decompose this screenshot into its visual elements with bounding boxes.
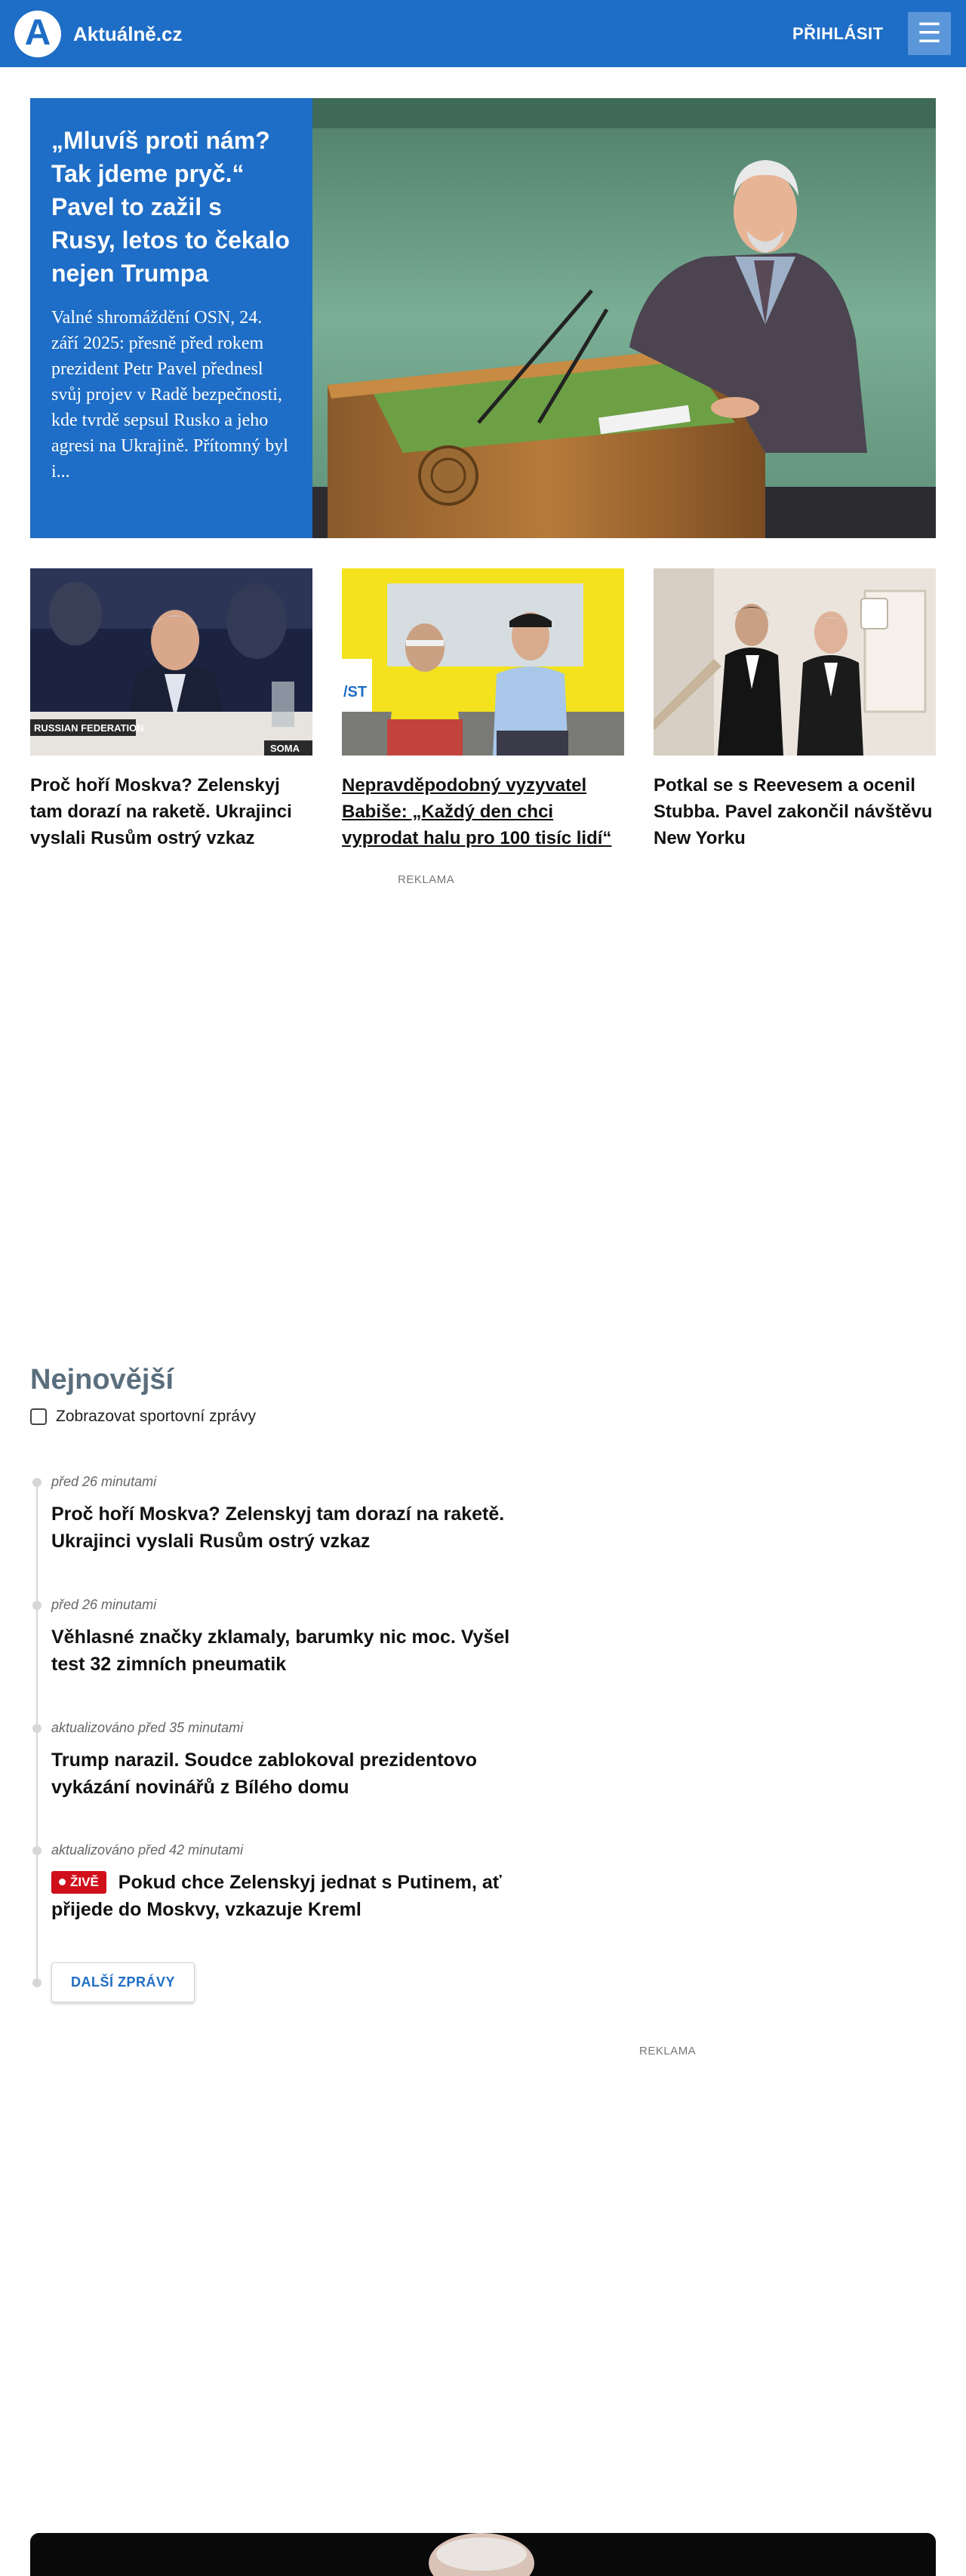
login-button[interactable]: PŘIHLÁSIT (792, 24, 884, 43)
logo-letter: A (24, 13, 51, 53)
card-image[interactable] (30, 568, 312, 756)
news-title[interactable]: Věhlasné značky zklamaly, barumky nic moc. Vyšel test 32 zimních pneumatik (51, 1627, 510, 1675)
brand-name[interactable]: Aktuálně.cz (73, 23, 183, 45)
list-item[interactable] (51, 1597, 519, 1678)
sport-news-toggle[interactable] (30, 1408, 256, 1426)
site-header (0, 0, 966, 67)
timeline-dot (32, 1846, 42, 1855)
sport-news-checkbox[interactable] (30, 1408, 47, 1425)
news-time: před 26 minutami (51, 1597, 157, 1612)
news-title[interactable]: Proč hoří Moskva? Zelenskyj tam dorazí na raketě. Ukrajinci vyslali Rusům ostrý vzkaz (51, 1503, 505, 1552)
live-label: ŽIVĚ (70, 1875, 99, 1889)
site-logo[interactable] (14, 11, 61, 57)
two-men-by-yellow-van-photo (342, 568, 624, 756)
card-title[interactable]: Proč hoří Moskva? Zelenskyj tam dorazí na raketě. Ukrajinci vyslali Rusům ostrý vzkaz (30, 775, 292, 848)
russian-delegation-photo (30, 568, 312, 756)
news-title[interactable] (51, 1869, 519, 1923)
hero-text-panel (30, 98, 312, 538)
article-card[interactable] (654, 568, 936, 851)
live-dot-icon (59, 1879, 66, 1885)
hamburger-menu-icon[interactable]: ☰ (908, 12, 951, 55)
live-badge (51, 1871, 106, 1894)
latest-heading: Nejnovější (30, 1364, 174, 1396)
card-title[interactable]: Nepravděpodobný vyzyvatel Babiše: „Každý den chci vyprodat halu pro 100 tisíc lidí“ (342, 775, 612, 848)
list-item[interactable] (51, 1842, 519, 1923)
card-image[interactable] (342, 568, 624, 756)
svg-text:/ST: /ST (343, 684, 368, 700)
news-time: aktualizováno před 35 minutami (51, 1720, 244, 1735)
sport-news-label[interactable]: Zobrazovat sportovní zprávy (56, 1408, 256, 1425)
hero-article[interactable] (30, 98, 936, 538)
timeline-dot (32, 1724, 42, 1733)
card-image[interactable] (654, 568, 936, 756)
timeline-dot (32, 1478, 42, 1487)
hero-perex: Valné shromáždění OSN, 24. září 2025: přesně před rokem prezident Petr Pavel přednesl svůj projev v Radě bezpečnosti, kde tvrdě sepsul Rusko a jeho agresi na Ukrajině. Přítomný byl i... (51, 308, 288, 482)
nameplate-text-2: SOMA (270, 743, 300, 754)
card-title[interactable]: Potkal se s Reevesem a ocenil Stubba. Pavel zakončil návštěvu New Yorku (654, 775, 933, 848)
list-item[interactable] (51, 1720, 519, 1801)
speaker-at-un-podium-photo (312, 98, 936, 538)
hero-image[interactable] (312, 98, 936, 538)
article-card[interactable] (30, 568, 312, 851)
ad-label: REKLAMA (398, 873, 455, 886)
timeline-dot (32, 1601, 42, 1610)
list-item[interactable] (51, 1474, 519, 1555)
timeline-dot (32, 1978, 42, 1987)
news-time: před 26 minutami (51, 1474, 157, 1489)
ad-label: REKLAMA (639, 2045, 697, 2057)
article-card[interactable] (342, 568, 624, 851)
news-title-text[interactable]: Pokud chce Zelenskyj jednat s Putinem, ať přijede do Moskvy, vzkazuje Kreml (51, 1872, 502, 1920)
video-teaser[interactable] (30, 2533, 936, 2576)
men-in-tuxedos-photo (654, 568, 936, 756)
video-thumbnail (30, 2533, 936, 2576)
news-title[interactable]: Trump narazil. Soudce zablokoval prezidentovo vykázání novinářů z Bílého domu (51, 1750, 478, 1798)
news-time: aktualizováno před 42 minutami (51, 1842, 244, 1857)
hero-title[interactable]: „Mluvíš proti nám? Tak jdeme pryč.“ Pavel to zažil s Rusy, letos to čekalo nejen Trumpa (51, 127, 290, 287)
more-news-button[interactable]: DALŠÍ ZPRÁVY (51, 1962, 195, 2002)
nameplate-text: RUSSIAN FEDERATION (34, 722, 144, 734)
